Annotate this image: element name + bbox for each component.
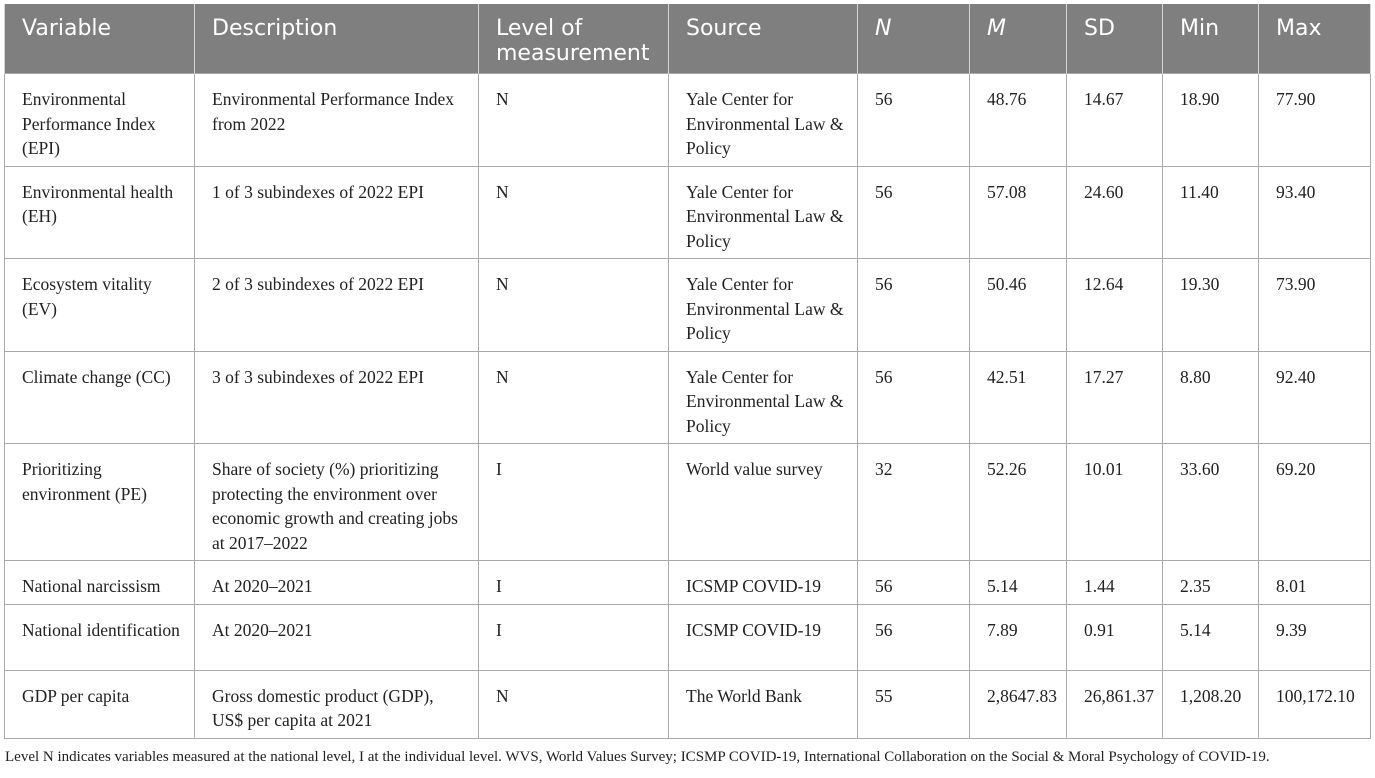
cell-description: Environmental Performance Index from 2022	[195, 74, 479, 167]
cell-level: N	[479, 74, 669, 167]
cell-n: 56	[858, 74, 970, 167]
cell-description: At 2020–2021	[195, 604, 479, 670]
cell-description: 2 of 3 subindexes of 2022 EPI	[195, 259, 479, 352]
cell-m: 50.46	[970, 259, 1067, 352]
header-source: Source	[669, 4, 858, 74]
table-container	[4, 4, 1370, 768]
header-n: N	[858, 4, 970, 74]
table-row	[5, 259, 1371, 352]
cell-source: The World Bank	[669, 670, 858, 738]
cell-m: 7.89	[970, 604, 1067, 670]
cell-sd: 24.60	[1067, 166, 1163, 259]
cell-min: 8.80	[1163, 351, 1259, 444]
table-row	[5, 351, 1371, 444]
cell-m: 2,8647.83	[970, 670, 1067, 738]
cell-n: 55	[858, 670, 970, 738]
header-variable: Variable	[5, 4, 195, 74]
table-row	[5, 166, 1371, 259]
cell-sd: 1.44	[1067, 561, 1163, 605]
table-row	[5, 444, 1371, 561]
table-footnote: Level N indicates variables measured at the national level, I at the individual level. WVS, World Values Survey; ICSMP COVID-19, International Collaboration on the Social & Moral Psychology of COVID-19.	[5, 748, 1270, 765]
cell-level: I	[479, 444, 669, 561]
cell-source: ICSMP COVID-19	[669, 604, 858, 670]
cell-min: 5.14	[1163, 604, 1259, 670]
cell-level: I	[479, 561, 669, 605]
table-header-row	[5, 4, 1371, 74]
cell-m: 48.76	[970, 74, 1067, 167]
cell-variable: Prioritizing environment (PE)	[5, 444, 195, 561]
cell-m: 57.08	[970, 166, 1067, 259]
cell-sd: 14.67	[1067, 74, 1163, 167]
cell-variable: National identification	[5, 604, 195, 670]
table-row	[5, 561, 1371, 605]
cell-variable: Environmental health (EH)	[5, 166, 195, 259]
cell-n: 56	[858, 166, 970, 259]
cell-source: World value survey	[669, 444, 858, 561]
header-max: Max	[1259, 4, 1371, 74]
header-sd: SD	[1067, 4, 1163, 74]
cell-source: Yale Center for Environmental Law & Policy	[669, 74, 858, 167]
cell-min: 19.30	[1163, 259, 1259, 352]
cell-level: N	[479, 670, 669, 738]
cell-min: 11.40	[1163, 166, 1259, 259]
table-row	[5, 670, 1371, 738]
cell-level: I	[479, 604, 669, 670]
cell-source: Yale Center for Environmental Law & Policy	[669, 259, 858, 352]
cell-variable: Environmental Performance Index (EPI)	[5, 74, 195, 167]
cell-level: N	[479, 259, 669, 352]
cell-n: 56	[858, 259, 970, 352]
cell-sd: 26,861.37	[1067, 670, 1163, 738]
cell-max: 9.39	[1259, 604, 1371, 670]
table-row	[5, 604, 1371, 670]
header-description: Description	[195, 4, 479, 74]
cell-source: Yale Center for Environmental Law & Policy	[669, 166, 858, 259]
cell-n: 56	[858, 561, 970, 605]
cell-max: 77.90	[1259, 74, 1371, 167]
descriptive-statistics-table	[4, 4, 1371, 739]
cell-variable: National narcissism	[5, 561, 195, 605]
cell-sd: 17.27	[1067, 351, 1163, 444]
cell-description: 1 of 3 subindexes of 2022 EPI	[195, 166, 479, 259]
cell-n: 56	[858, 604, 970, 670]
cell-min: 18.90	[1163, 74, 1259, 167]
cell-max: 8.01	[1259, 561, 1371, 605]
cell-description: Share of society (%) prioritizing protecting the environment over economic growth and creating jobs at 2017–2022	[195, 444, 479, 561]
cell-max: 100,172.10	[1259, 670, 1371, 738]
cell-m: 5.14	[970, 561, 1067, 605]
cell-level: N	[479, 166, 669, 259]
cell-max: 92.40	[1259, 351, 1371, 444]
cell-level: N	[479, 351, 669, 444]
cell-description: At 2020–2021	[195, 561, 479, 605]
cell-sd: 0.91	[1067, 604, 1163, 670]
cell-source: Yale Center for Environmental Law & Policy	[669, 351, 858, 444]
cell-variable: GDP per capita	[5, 670, 195, 738]
cell-max: 69.20	[1259, 444, 1371, 561]
cell-m: 52.26	[970, 444, 1067, 561]
cell-variable: Climate change (CC)	[5, 351, 195, 444]
header-m: M	[970, 4, 1067, 74]
table-row	[5, 74, 1371, 167]
cell-max: 73.90	[1259, 259, 1371, 352]
header-level: Level of measurement	[479, 4, 669, 74]
cell-n: 32	[858, 444, 970, 561]
cell-m: 42.51	[970, 351, 1067, 444]
cell-source: ICSMP COVID-19	[669, 561, 858, 605]
cell-sd: 10.01	[1067, 444, 1163, 561]
cell-description: 3 of 3 subindexes of 2022 EPI	[195, 351, 479, 444]
cell-min: 2.35	[1163, 561, 1259, 605]
cell-max: 93.40	[1259, 166, 1371, 259]
header-min: Min	[1163, 4, 1259, 74]
cell-sd: 12.64	[1067, 259, 1163, 352]
cell-min: 33.60	[1163, 444, 1259, 561]
cell-min: 1,208.20	[1163, 670, 1259, 738]
cell-description: Gross domestic product (GDP), US$ per capita at 2021	[195, 670, 479, 738]
cell-n: 56	[858, 351, 970, 444]
cell-variable: Ecosystem vitality (EV)	[5, 259, 195, 352]
